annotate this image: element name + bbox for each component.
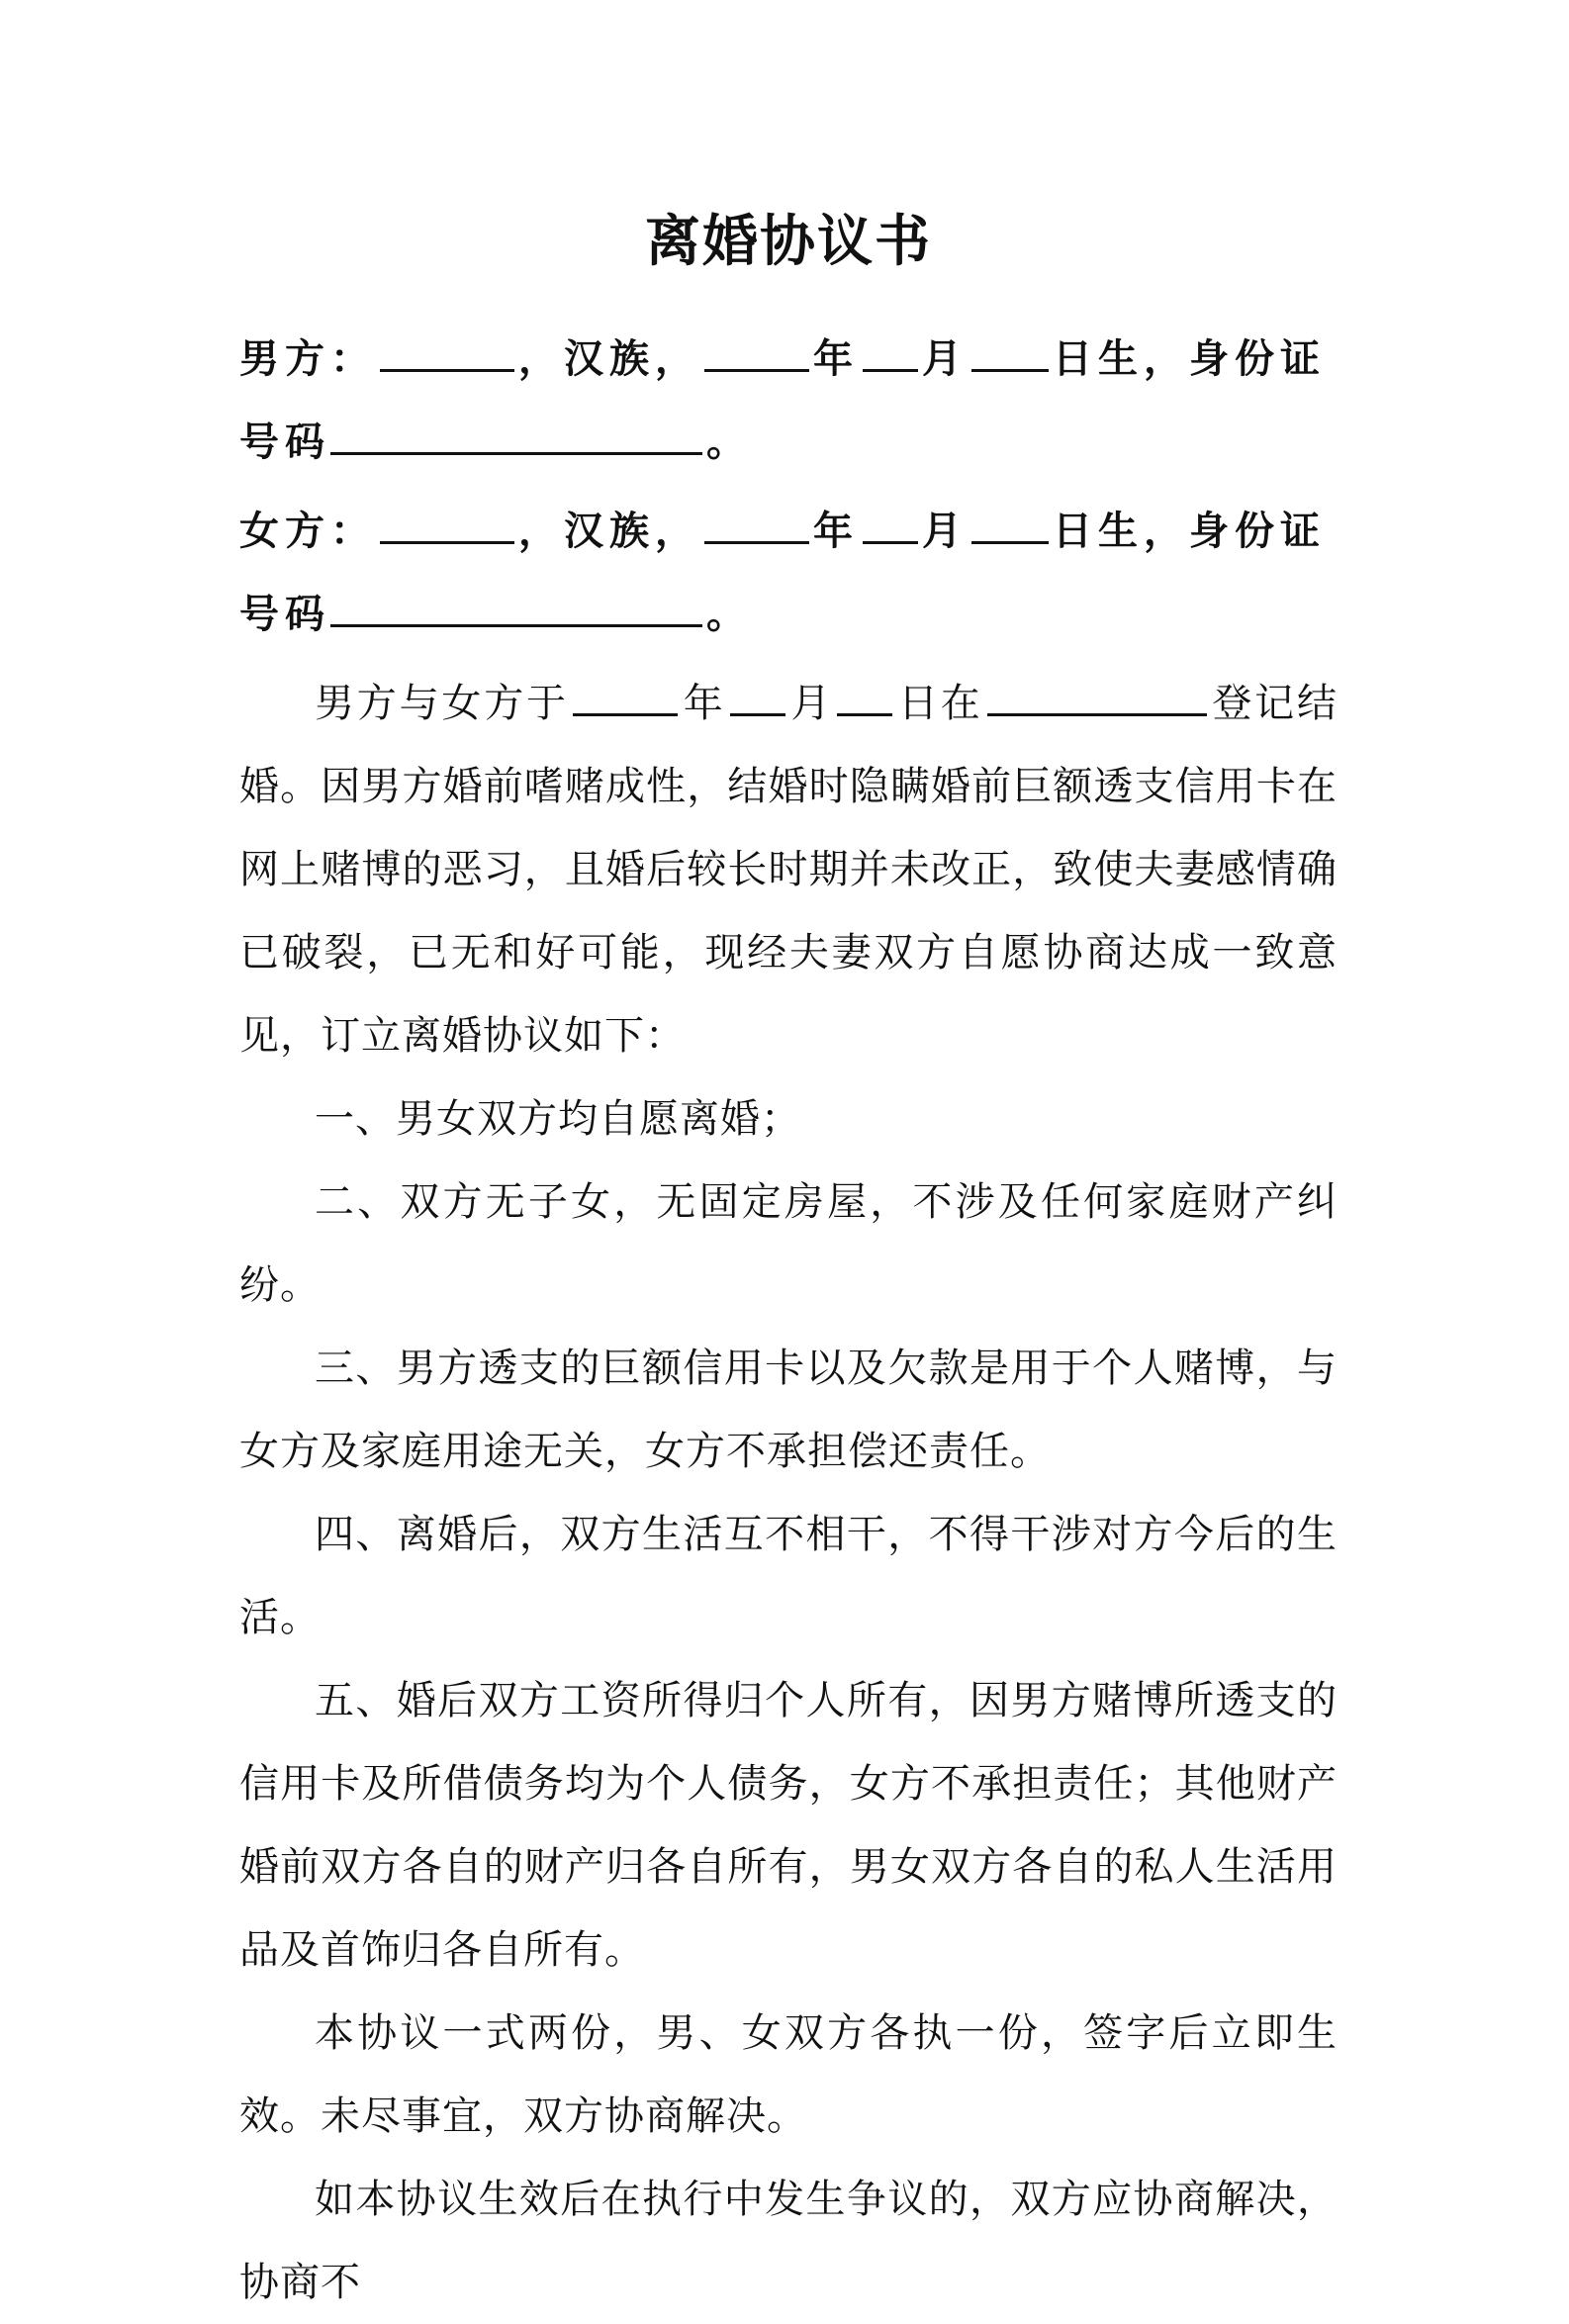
intro-paragraph [239, 662, 1338, 1077]
female-month-label: 月 [922, 509, 968, 554]
marriage-year-blank[interactable] [573, 676, 678, 716]
marriage-month-blank[interactable] [730, 676, 785, 716]
male-year-label: 年 [813, 336, 859, 382]
female-label: 女方： [239, 509, 376, 554]
male-birth-year-blank[interactable] [704, 331, 809, 372]
male-ethnic: ，汉族， [518, 336, 700, 382]
intro-day-label: 日在 [896, 681, 983, 726]
intro-month-label: 月 [788, 681, 834, 726]
female-id-number-blank[interactable] [330, 587, 702, 627]
female-line-end: 。 [706, 592, 752, 637]
male-name-blank[interactable] [380, 331, 514, 372]
male-birth-month-blank[interactable] [863, 331, 918, 372]
copies-paragraph: 本协议一式两份，男、女双方各执一份，签字后立即生效。未尽事宜，双方协商解决。 [239, 2010, 1338, 2139]
female-name-blank[interactable] [380, 504, 514, 544]
clause-3: 三、男方透支的巨额信用卡以及欠款是用于个人赌博，与女方及家庭用途无关，女方不承担偿还责任。 [239, 1346, 1338, 1474]
marriage-place-blank[interactable] [987, 676, 1207, 716]
dispute-paragraph: 如本协议生效后在执行中发生争议的，双方应协商解决，协商不 [239, 2177, 1338, 2305]
intro-lead: 男方与女方于 [315, 681, 569, 726]
male-line-end: 。 [706, 419, 752, 465]
document-title: 离婚协议书 [645, 210, 932, 274]
marriage-day-blank[interactable] [837, 676, 892, 716]
document-page [239, 203, 1338, 2324]
female-party-line [239, 490, 1338, 656]
intro-year-label: 年 [681, 681, 726, 726]
clause-5: 五、婚后双方工资所得归个人所有，因男方赌博所透支的信用卡及所借债务均为个人债务，女方不承担责任；其他财产婚前双方各自的财产归各自所有，男女双方各自的私人生活用品及首饰归各自所有。 [239, 1678, 1338, 1973]
female-birth-day-blank[interactable] [971, 504, 1049, 544]
male-month-label: 月 [922, 336, 968, 382]
female-year-label: 年 [813, 509, 859, 554]
clause-4: 四、离婚后，双方生活互不相干，不得干涉对方今后的生活。 [239, 1512, 1338, 1640]
male-birth-day-blank[interactable] [971, 331, 1049, 372]
clause-2: 二、双方无子女，无固定房屋，不涉及任何家庭财产纠纷。 [239, 1179, 1338, 1308]
female-birth-year-blank[interactable] [704, 504, 809, 544]
male-party-line [239, 318, 1338, 484]
female-birth-month-blank[interactable] [863, 504, 918, 544]
male-day-id-label: 日生，身份证号码 [239, 336, 1326, 465]
male-label: 男方： [239, 336, 376, 382]
male-id-number-blank[interactable] [330, 415, 702, 455]
female-day-id-label: 日生，身份证号码 [239, 509, 1326, 637]
intro-rest: 登记结婚。因男方婚前嗜赌成性，结婚时隐瞒婚前巨额透支信用卡在网上赌博的恶习，且婚后较长时期并未改正，致使夫妻感情确已破裂，已无和好可能，现经夫妻双方自愿协商达成一致意见，订立离婚协议如下： [239, 681, 1338, 1059]
clause-1: 一、男女双方均自愿离婚； [315, 1096, 801, 1142]
female-ethnic: ，汉族， [518, 509, 700, 554]
